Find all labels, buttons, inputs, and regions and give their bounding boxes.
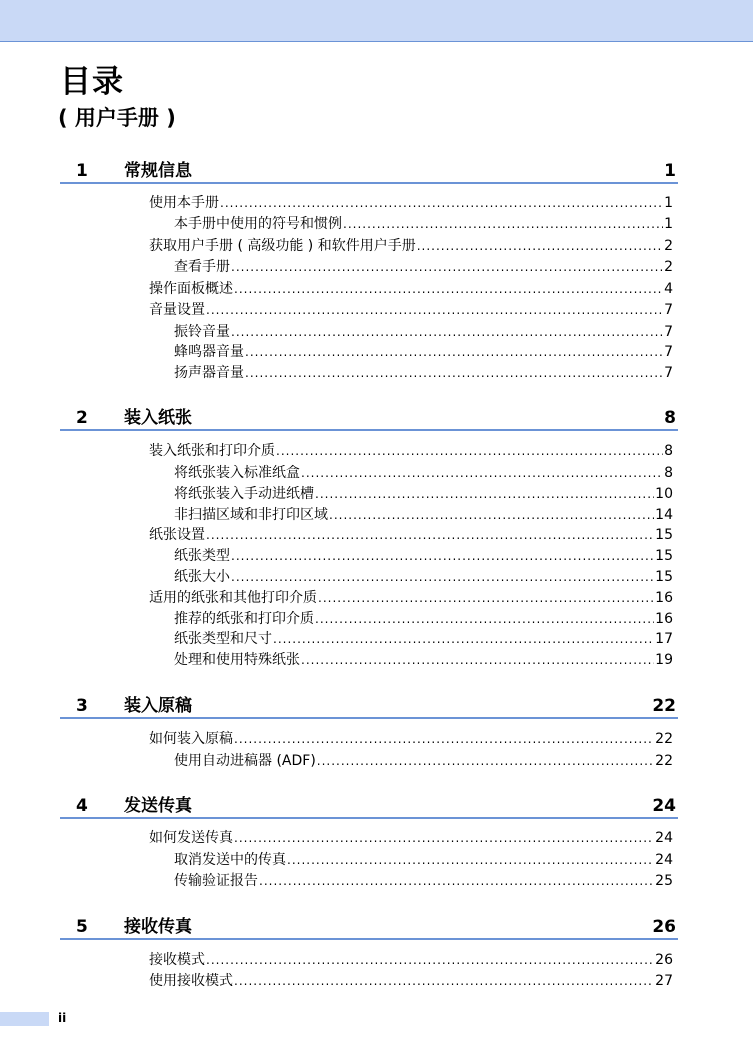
dot-leader: [329, 505, 654, 525]
toc-entry[interactable]: [174, 214, 673, 234]
toc-entry[interactable]: [149, 279, 673, 299]
entry-page: 8: [664, 465, 673, 481]
entry-page: 8: [664, 443, 673, 459]
chapter-heading[interactable]: [60, 160, 678, 184]
entry-page: 14: [655, 507, 673, 523]
entry-title: 扬声器音量: [174, 365, 244, 381]
toc-entry[interactable]: [149, 588, 673, 608]
dot-leader: [206, 950, 654, 970]
entry-title: 使用自动进稿器 (ADF): [174, 753, 316, 769]
dot-leader: [315, 484, 654, 504]
footer-bar: [0, 1012, 49, 1026]
chapter-title: 装入原稿: [124, 696, 192, 716]
entry-page: 22: [655, 753, 673, 769]
entry-page: 19: [655, 652, 673, 668]
dot-leader: [206, 525, 654, 545]
chapter-number: 3: [76, 696, 88, 716]
chapter-heading[interactable]: [60, 795, 678, 819]
toc-entry[interactable]: [174, 257, 673, 277]
entry-page: 15: [655, 548, 673, 564]
chapter-title: 接收传真: [124, 917, 192, 937]
entry-title: 使用本手册: [149, 195, 219, 211]
dot-leader: [245, 363, 663, 383]
entry-title: 查看手册: [174, 259, 230, 275]
chapter-title: 装入纸张: [124, 408, 192, 428]
chapter-number: 5: [76, 917, 88, 937]
entry-page: 10: [655, 486, 673, 502]
dot-leader: [417, 236, 663, 256]
header-band: [0, 0, 753, 42]
entry-title: 纸张类型和尺寸: [174, 631, 272, 647]
entry-title: 纸张大小: [174, 569, 230, 585]
toc-entry[interactable]: [149, 236, 673, 256]
dot-leader: [234, 279, 663, 299]
dot-leader: [206, 300, 663, 320]
entry-page: 7: [664, 302, 673, 318]
entry-title: 将纸张装入手动进纸槽: [174, 486, 314, 502]
entry-title: 装入纸张和打印介质: [149, 443, 275, 459]
entry-page: 1: [664, 216, 673, 232]
chapter-heading[interactable]: [60, 695, 678, 719]
toc-entry[interactable]: [174, 363, 673, 383]
chapter-number: 1: [76, 161, 88, 181]
entry-title: 获取用户手册 ( 高级功能 ) 和软件用户手册: [149, 238, 416, 254]
entry-title: 接收模式: [149, 952, 205, 968]
dot-leader: [245, 342, 663, 362]
entry-page: 1: [664, 195, 673, 211]
entry-title: 本手册中使用的符号和惯例: [174, 216, 342, 232]
dot-leader: [301, 650, 654, 670]
entry-page: 7: [664, 344, 673, 360]
dot-leader: [276, 441, 663, 461]
dot-leader: [231, 322, 663, 342]
chapter-number: 4: [76, 796, 88, 816]
entry-page: 7: [664, 324, 673, 340]
chapter-title: 常规信息: [124, 161, 192, 181]
toc-entry[interactable]: [174, 505, 673, 525]
dot-leader: [231, 546, 654, 566]
entry-page: 7: [664, 365, 673, 381]
toc-entry[interactable]: [174, 567, 673, 587]
chapter-page: 22: [652, 696, 676, 716]
entry-page: 2: [664, 259, 673, 275]
dot-leader: [231, 567, 654, 587]
chapter-heading[interactable]: [60, 407, 678, 431]
dot-leader: [315, 609, 654, 629]
toc-entry[interactable]: [149, 828, 673, 848]
entry-title: 纸张设置: [149, 527, 205, 543]
chapter-page: 26: [652, 917, 676, 937]
chapter-number: 2: [76, 408, 88, 428]
toc-entry[interactable]: [149, 441, 673, 461]
toc-entry[interactable]: [149, 300, 673, 320]
entry-page: 15: [655, 569, 673, 585]
entry-page: 24: [655, 830, 673, 846]
entry-page: 25: [655, 873, 673, 889]
entry-title: 操作面板概述: [149, 281, 233, 297]
entry-page: 22: [655, 731, 673, 747]
entry-title: 如何装入原稿: [149, 731, 233, 747]
toc-entry[interactable]: [149, 950, 673, 970]
toc-entry[interactable]: [149, 193, 673, 213]
entry-page: 16: [655, 590, 673, 606]
entry-page: 17: [655, 631, 673, 647]
toc-entry[interactable]: [174, 751, 673, 771]
entry-title: 如何发送传真: [149, 830, 233, 846]
dot-leader: [259, 871, 654, 891]
entry-title: 适用的纸张和其他打印介质: [149, 590, 317, 606]
dot-leader: [287, 850, 654, 870]
toc-entry[interactable]: [149, 971, 673, 991]
dot-leader: [343, 214, 663, 234]
dot-leader: [273, 629, 654, 649]
chapter-page: 24: [652, 796, 676, 816]
toc-entry[interactable]: [174, 546, 673, 566]
entry-title: 推荐的纸张和打印介质: [174, 611, 314, 627]
entry-page: 27: [655, 973, 673, 989]
entry-page: 15: [655, 527, 673, 543]
entry-page: 2: [664, 238, 673, 254]
page-title: 目录: [60, 64, 124, 100]
entry-page: 16: [655, 611, 673, 627]
toc-entry[interactable]: [174, 463, 673, 483]
entry-title: 传输验证报告: [174, 873, 258, 889]
page-number: ii: [58, 1011, 67, 1025]
toc-entry[interactable]: [174, 871, 673, 891]
entry-page: 24: [655, 852, 673, 868]
entry-title: 使用接收模式: [149, 973, 233, 989]
dot-leader: [220, 193, 663, 213]
chapter-page: 1: [664, 161, 676, 181]
toc-entry[interactable]: [174, 629, 673, 649]
page-subtitle: ( 用户手册 ): [58, 106, 176, 130]
toc-entry[interactable]: [174, 650, 673, 670]
entry-title: 处理和使用特殊纸张: [174, 652, 300, 668]
dot-leader: [317, 751, 654, 771]
toc-entry[interactable]: [174, 484, 673, 504]
toc-entry[interactable]: [174, 850, 673, 870]
entry-title: 蜂鸣器音量: [174, 344, 244, 360]
dot-leader: [231, 257, 663, 277]
dot-leader: [234, 729, 654, 749]
entry-title: 非扫描区域和非打印区域: [174, 507, 328, 523]
chapter-page: 8: [664, 408, 676, 428]
entry-title: 将纸张装入标准纸盒: [174, 465, 300, 481]
toc-entry[interactable]: [149, 525, 673, 545]
toc-entry[interactable]: [174, 342, 673, 362]
toc-entry[interactable]: [174, 609, 673, 629]
entry-page: 26: [655, 952, 673, 968]
entry-title: 纸张类型: [174, 548, 230, 564]
toc-entry[interactable]: [149, 729, 673, 749]
dot-leader: [318, 588, 654, 608]
entry-title: 取消发送中的传真: [174, 852, 286, 868]
toc-entry[interactable]: [174, 322, 673, 342]
dot-leader: [234, 828, 654, 848]
dot-leader: [234, 971, 654, 991]
entry-page: 4: [664, 281, 673, 297]
entry-title: 振铃音量: [174, 324, 230, 340]
chapter-title: 发送传真: [124, 796, 192, 816]
entry-title: 音量设置: [149, 302, 205, 318]
chapter-heading[interactable]: [60, 916, 678, 940]
dot-leader: [301, 463, 663, 483]
